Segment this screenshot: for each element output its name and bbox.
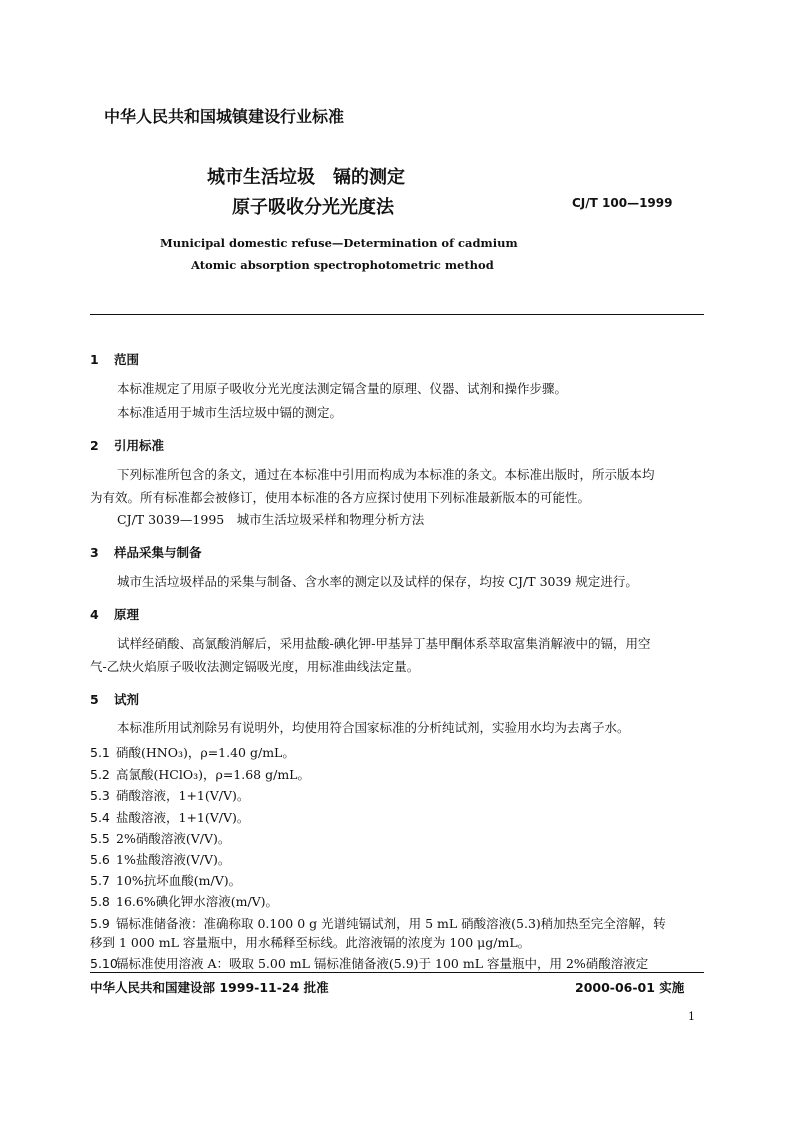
reagent-item: 5.3 硝酸溶液，1+1(V/V)。 (90, 788, 250, 803)
section-heading-3: 3 样品采集与制备 (90, 545, 202, 560)
page-number: 1 (688, 1010, 695, 1023)
english-title-line1: Municipal domestic refuse—Determination of cadmium (160, 236, 518, 250)
reagent-item: 5.9 镉标准储备液：准确称取 0.100 0 g 光谱纯镉试剂，用 5 mL 硝酸溶液(5.3)稍加热至完全溶解，转 (90, 916, 666, 931)
standard-classification: 中华人民共和国城镇建设行业标准 (104, 107, 345, 126)
paragraph: 气-乙炔火焰原子吸收法测定镉吸光度，用标准曲线法定量。 (90, 659, 420, 674)
header-divider (90, 314, 704, 315)
reagent-item: 5.2 高氯酸(HClO₃)，ρ=1.68 g/mL。 (90, 767, 310, 782)
section-heading-5: 5 试剂 (90, 692, 140, 707)
reagent-item: 5.1 硝酸(HNO₃)，ρ=1.40 g/mL。 (90, 745, 295, 760)
reagent-item-continuation: 移到 1 000 mL 容量瓶中，用水稀释至标线。此溶液镉的浓度为 100 μg/mL。 (90, 935, 531, 950)
section-heading-2: 2 引用标准 (90, 438, 165, 453)
paragraph: 下列标准所包含的条文，通过在本标准中引用而构成为本标准的条文。本标准出版时，所示版本均 (117, 467, 655, 482)
implementation-date: 2000-06-01 实施 (575, 980, 685, 995)
chinese-title-line1: 城市生活垃圾 镉的测定 (207, 167, 405, 188)
paragraph: 试样经硝酸、高氯酸消解后，采用盐酸-碘化钾-甲基异丁基甲酮体系萃取富集消解液中的镉，用空 (117, 636, 651, 651)
paragraph: 本标准适用于城市生活垃圾中镉的测定。 (117, 405, 343, 420)
reagent-item: 5.10镉标准使用溶液 A：吸取 5.00 mL 镉标准储备液(5.9)于 100 mL 容量瓶中，用 2%硝酸溶液定 (90, 956, 649, 971)
reagent-item: 5.7 10%抗坏血酸(m/V)。 (90, 873, 242, 888)
reagent-item: 5.5 2%硝酸溶液(V/V)。 (90, 831, 231, 846)
reagent-item: 5.4 盐酸溶液，1+1(V/V)。 (90, 810, 250, 825)
footer-divider (90, 972, 704, 973)
section-heading-4: 4 原理 (90, 607, 140, 622)
standard-code: CJ/T 100—1999 (572, 196, 673, 210)
english-title-line2: Atomic absorption spectrophotometric method (191, 258, 494, 272)
paragraph: 本标准所用试剂除另有说明外，均使用符合国家标准的分析纯试剂，实验用水均为去离子水。 (117, 720, 630, 735)
approval-line: 中华人民共和国建设部 1999-11-24 批准 (90, 980, 329, 995)
section-heading-1: 1 范围 (90, 352, 140, 367)
reference-item: CJ/T 3039—1995 城市生活垃圾采样和物理分析方法 (117, 512, 425, 527)
paragraph: 本标准规定了用原子吸收分光光度法测定镉含量的原理、仪器、试剂和操作步骤。 (117, 381, 568, 396)
paragraph: 为有效。所有标准都会被修订，使用本标准的各方应探讨使用下列标准最新版本的可能性。 (90, 490, 591, 505)
chinese-title-line2: 原子吸收分光光度法 (232, 197, 394, 218)
paragraph: 城市生活垃圾样品的采集与制备、含水率的测定以及试样的保存，均按 CJ/T 3039 规定进行。 (117, 574, 638, 589)
reagent-item: 5.6 1%盐酸溶液(V/V)。 (90, 852, 231, 867)
reagent-item: 5.8 16.6%碘化钾水溶液(m/V)。 (90, 894, 279, 909)
